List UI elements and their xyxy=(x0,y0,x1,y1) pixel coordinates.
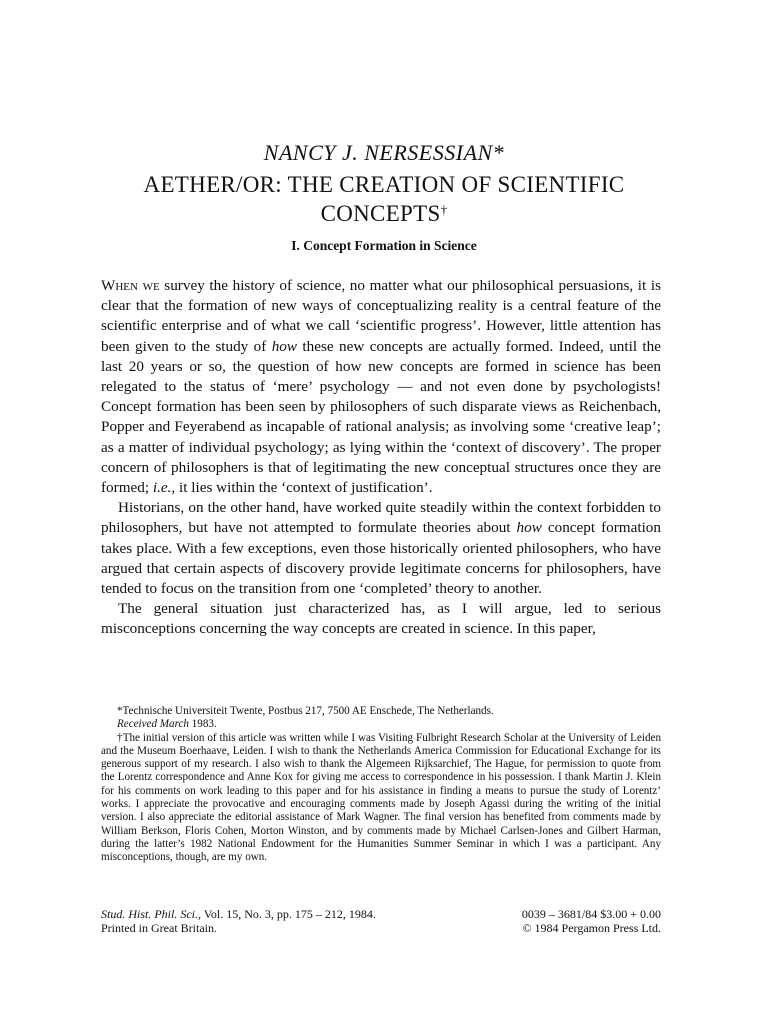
footnote-affiliation: *Technische Universiteit Twente, Postbus 217, 7500 AE Enschede, The Netherlands. xyxy=(117,705,494,717)
journal-name: Stud. Hist. Phil. Sci., xyxy=(101,907,201,921)
paragraph-1-emphasis-ie: i.e., xyxy=(152,479,176,497)
paragraph-2 xyxy=(101,498,661,599)
publication-row-2 xyxy=(101,921,661,935)
title-line-2 xyxy=(100,197,668,226)
paragraph-1-lead: When we xyxy=(101,277,160,294)
issn-price: 0039 – 3681/84 $3.00 + 0.00 xyxy=(521,907,661,921)
citation-details: Vol. 15, No. 3, pp. 175 – 212, 1984. xyxy=(201,907,376,921)
publication-info xyxy=(101,907,661,935)
title-line-2-text: CONCEPTS xyxy=(320,201,441,226)
footnote-received xyxy=(101,718,661,731)
article-body xyxy=(101,276,661,640)
printed-in: Printed in Great Britain. xyxy=(101,921,217,935)
paragraph-2-text-a: Historians, on the other hand, have worked quite steadily within the context forbidden to philosophers, but have not attempted to formulate theories about xyxy=(101,499,661,537)
title-line-1: AETHER/OR: THE CREATION OF SCIENTIFIC xyxy=(143,172,625,197)
paragraph-3: The general situation just characterized has, as I will argue, led to serious misconceptions concerning the way concepts are created in science. In this paper, xyxy=(101,600,661,638)
article-title xyxy=(100,172,668,226)
copyright: © 1984 Pergamon Press Ltd. xyxy=(522,921,661,935)
title-dagger: † xyxy=(440,202,448,217)
publication-row-1 xyxy=(101,907,661,921)
footnote-acknowledgements: †The initial version of this article was written while I was Visiting Fulbright Research Scholar at the University of Leiden and the Museum Boerhaave, Leiden. I wish to thank the Netherlands America Commission for Educational Exchange for its generous support of my research. I also wish to thank the Algemeen Rijksarchief, The Hague, for permission to quote from the Lorentz correspondence and Anne Kox for giving me access to correspondence in his possession. I thank Martin J. Klein for his comments on work leading to this paper and for his assistance in finding a means to pursue the study of Lorentz’ works. I appreciate the provocative and encouraging comments made by Joseph Agassi during the writing of the initial version. I also appreciate the editorial assistance of Mark Wagner. The final version has benefited from comments made by William Berkson, Floris Cohen, Morton Winston, and by comments made by Michael Carlsen-Jones and Gilbert Harman, during the latter’s 1982 National Endowment for the Humanities Summer Seminar in which I was a participant. Any misconceptions, though, are my own. xyxy=(101,731,661,864)
paragraph-1-text-a: survey the history of science, no matter what our philosophical persuasions, it is clear that the formation of new ways of conceptualizing reality is a central feature of the scientific enterprise and of what we call ‘scientific progress’. However, little attention has been given to the study of xyxy=(101,277,661,355)
journal-citation xyxy=(101,907,376,921)
paragraph-2-text-b: concept formation takes place. With a few exceptions, even those historically oriented philosophers, who have argued that certain aspects of discovery provide legitimate concerns for philosophers, have tended to focus on the transition from one ‘completed’ theory to another. xyxy=(101,519,661,598)
paragraph-1-emphasis-how: how xyxy=(271,337,298,355)
paragraph-1-text-c: it lies within the ‘context of justification’. xyxy=(175,479,433,497)
paragraph-1 xyxy=(101,276,661,498)
footnotes xyxy=(101,705,661,865)
paragraph-1-text-b: these new concepts are actually formed. Indeed, until the last 20 years or so, the question of how new concepts are formed in science has been relegated to the status of ‘mere’ psychology — and not even done by psychologists! Concept formation has been seen by philosophers of such disparate views as Reichenbach, Popper and Feyerabend as incapable of rational analysis; as involving some ‘creative leap’; as a matter of individual psychology; as lying within the ‘context of discovery’. The proper concern of philosophers is that of legitimating the new conceptual structures once they are formed; xyxy=(101,337,661,497)
paragraph-2-emphasis-how: how xyxy=(516,519,542,537)
section-heading: I. Concept Formation in Science xyxy=(291,238,477,253)
received-label: Received March xyxy=(117,718,189,731)
author-name: NANCY J. NERSESSIAN* xyxy=(263,140,505,165)
received-year: 1983. xyxy=(188,718,217,731)
